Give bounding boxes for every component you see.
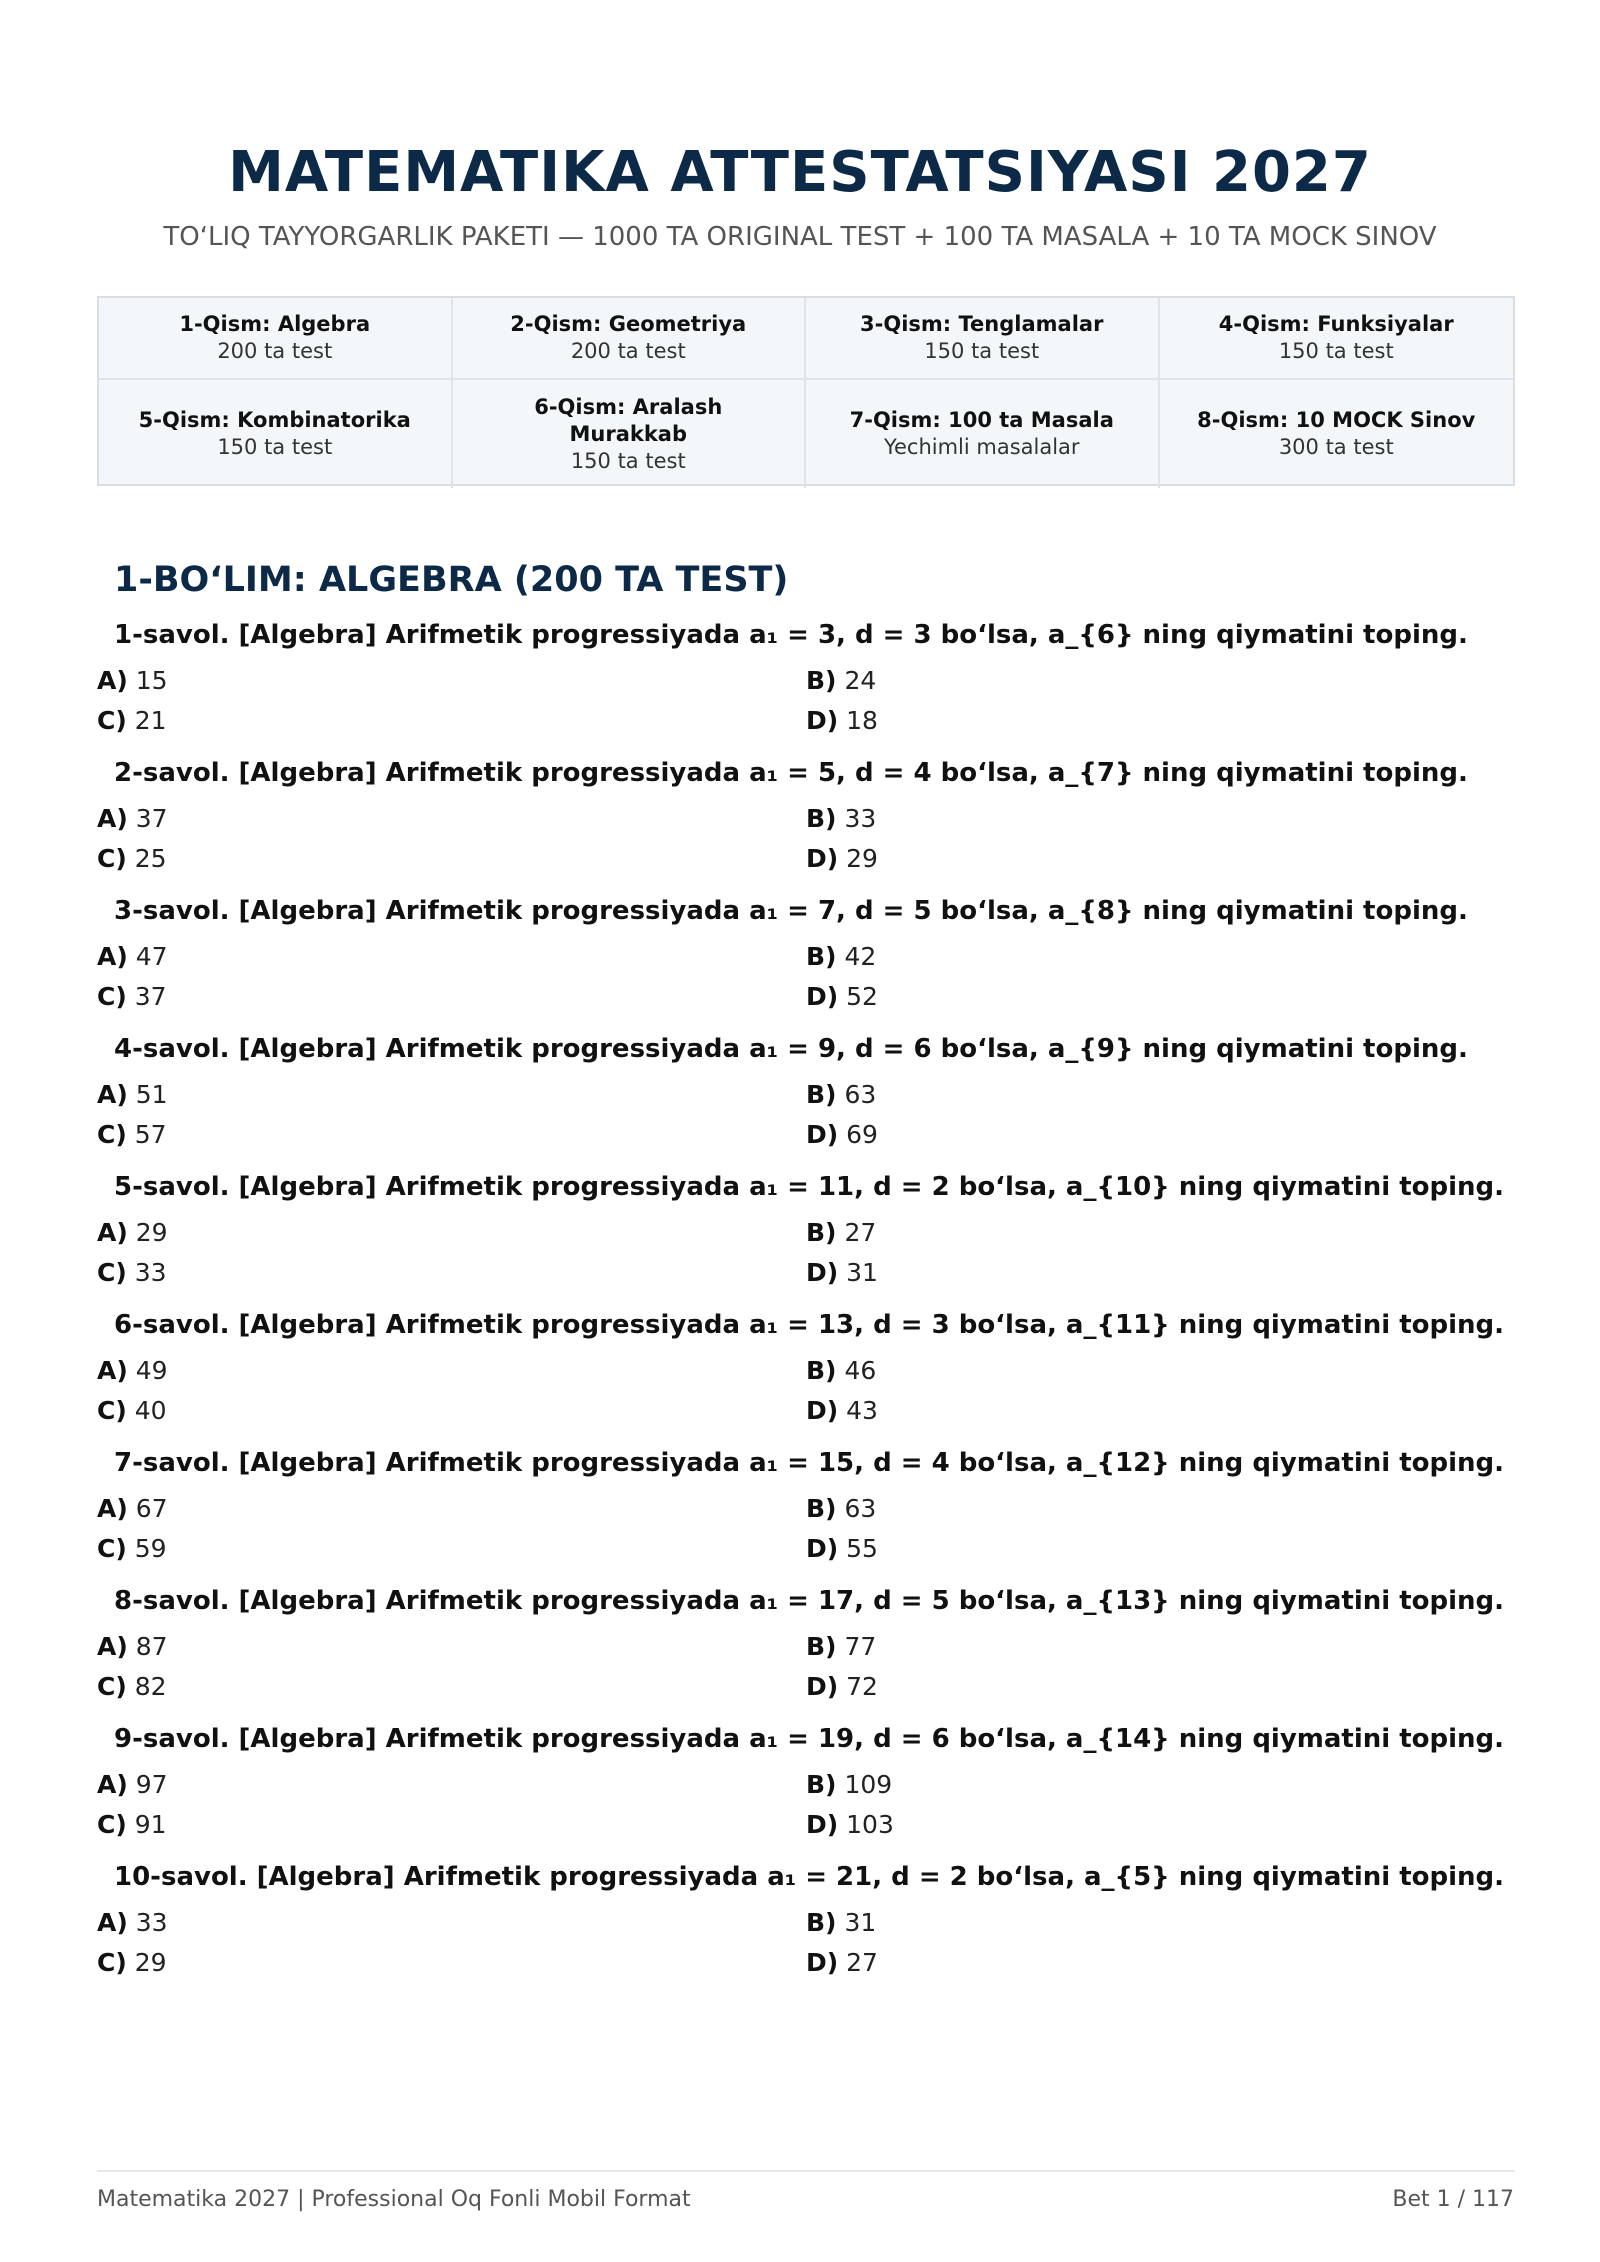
part-subtitle: 200 ta test	[570, 339, 686, 363]
part-title: 4-Qism: Funksiyalar	[1218, 312, 1454, 336]
question-text: 8-savol. [Algebra] Arifmetik progressiyada a₁ = 17, d = 5 bo‘lsa, a_{13} ning qiymatini toping.	[114, 1586, 1505, 1616]
option-a[interactable]	[97, 942, 168, 971]
option-value: 15	[135, 666, 168, 695]
option-value: 69	[846, 1120, 878, 1149]
option-value: 55	[846, 1534, 878, 1563]
option-letter: C)	[97, 1810, 127, 1839]
option-value: 59	[134, 1534, 167, 1563]
option-value: 82	[134, 1672, 167, 1701]
option-b[interactable]	[806, 1632, 876, 1661]
option-value: 27	[844, 1218, 877, 1247]
option-letter: A)	[97, 1218, 128, 1247]
option-value: 29	[134, 1948, 167, 1977]
page-number: Bet 1 / 117	[1392, 2187, 1514, 2212]
option-b[interactable]	[806, 804, 876, 833]
option-letter: A)	[97, 666, 128, 695]
part-cell-5	[99, 380, 453, 488]
option-value: 97	[135, 1770, 168, 1799]
option-letter: C)	[97, 706, 127, 735]
question-item	[0, 896, 1600, 1034]
option-b[interactable]	[806, 1908, 876, 1937]
question-item	[0, 1586, 1600, 1724]
option-letter: B)	[806, 1218, 837, 1247]
option-c[interactable]	[97, 1120, 167, 1149]
option-letter: C)	[97, 1534, 127, 1563]
option-letter: C)	[97, 1672, 127, 1701]
option-value: 46	[844, 1356, 877, 1385]
question-item	[0, 758, 1600, 896]
question-item	[0, 1172, 1600, 1310]
option-value: 29	[135, 1218, 168, 1247]
option-value: 33	[134, 1258, 167, 1287]
option-b[interactable]	[806, 1770, 892, 1799]
option-letter: A)	[97, 1770, 128, 1799]
question-item	[0, 1310, 1600, 1448]
option-value: 43	[846, 1396, 878, 1425]
option-value: 63	[844, 1494, 877, 1523]
option-value: 47	[135, 942, 168, 971]
parts-table	[97, 296, 1515, 486]
option-value: 109	[844, 1770, 893, 1799]
option-value: 37	[134, 982, 167, 1011]
option-value: 103	[846, 1810, 894, 1839]
part-title: 3-Qism: Tenglamalar	[860, 312, 1104, 336]
part-cell-1	[99, 298, 453, 380]
option-c[interactable]	[97, 1672, 167, 1701]
option-b[interactable]	[806, 666, 876, 695]
part-subtitle: 150 ta test	[1278, 339, 1394, 363]
option-value: 31	[846, 1258, 878, 1287]
option-value: 31	[844, 1908, 877, 1937]
option-letter: B)	[806, 1356, 837, 1385]
part-subtitle: 150 ta test	[924, 339, 1040, 363]
question-text: 6-savol. [Algebra] Arifmetik progressiyada a₁ = 13, d = 3 bo‘lsa, a_{11} ning qiymatini toping.	[114, 1310, 1505, 1340]
part-cell-7	[806, 380, 1160, 488]
option-d[interactable]	[806, 1810, 894, 1839]
option-value: 52	[846, 982, 878, 1011]
option-a[interactable]	[97, 1908, 168, 1937]
question-item	[0, 1034, 1600, 1172]
option-letter: B)	[806, 1494, 837, 1523]
part-subtitle: Yechimli masalalar	[883, 435, 1080, 459]
option-letter: B)	[806, 1632, 837, 1661]
question-item	[0, 620, 1600, 758]
option-value: 63	[844, 1080, 877, 1109]
option-letter: A)	[97, 1356, 128, 1385]
option-d[interactable]	[806, 844, 878, 873]
option-value: 25	[134, 844, 167, 873]
part-cell-3	[806, 298, 1160, 380]
option-letter: D)	[806, 1948, 839, 1977]
option-letter: D)	[806, 844, 839, 873]
option-value: 29	[846, 844, 878, 873]
option-letter: A)	[97, 1080, 128, 1109]
option-value: 67	[135, 1494, 168, 1523]
part-cell-8	[1160, 380, 1514, 488]
option-letter: A)	[97, 1908, 128, 1937]
option-a[interactable]	[97, 1356, 168, 1385]
option-value: 77	[844, 1632, 877, 1661]
option-d[interactable]	[806, 1258, 878, 1287]
option-letter: B)	[806, 942, 837, 971]
part-cell-6	[453, 380, 807, 488]
option-letter: D)	[806, 982, 839, 1011]
option-value: 33	[844, 804, 877, 833]
option-letter: D)	[806, 706, 839, 735]
option-a[interactable]	[97, 666, 168, 695]
option-value: 24	[844, 666, 877, 695]
option-letter: D)	[806, 1672, 839, 1701]
footer-divider	[97, 2170, 1515, 2172]
option-value: 33	[135, 1908, 168, 1937]
option-c[interactable]	[97, 1810, 167, 1839]
option-a[interactable]	[97, 1494, 168, 1523]
option-c[interactable]	[97, 1948, 167, 1977]
part-cell-2	[453, 298, 807, 380]
option-letter: A)	[97, 1632, 128, 1661]
option-c[interactable]	[97, 1396, 167, 1425]
option-value: 42	[844, 942, 877, 971]
question-item	[0, 1724, 1600, 1862]
document-subtitle: TO‘LIQ TAYYORGARLIK PAKETI — 1000 TA ORIGINAL TEST + 100 TA MASALA + 10 TA MOCK SINOV	[163, 222, 1437, 252]
option-a[interactable]	[97, 1218, 168, 1247]
part-subtitle: 150 ta test	[217, 435, 333, 459]
option-value: 27	[846, 1948, 878, 1977]
option-d[interactable]	[806, 1396, 878, 1425]
option-d[interactable]	[806, 706, 878, 735]
option-letter: A)	[97, 942, 128, 971]
option-c[interactable]	[97, 1258, 167, 1287]
option-letter: D)	[806, 1810, 839, 1839]
option-d[interactable]	[806, 1948, 878, 1977]
part-subtitle: 200 ta test	[217, 339, 333, 363]
option-c[interactable]	[97, 1534, 167, 1563]
option-letter: C)	[97, 982, 127, 1011]
option-value: 37	[135, 804, 168, 833]
option-a[interactable]	[97, 804, 168, 833]
question-text: 9-savol. [Algebra] Arifmetik progressiyada a₁ = 19, d = 6 bo‘lsa, a_{14} ning qiymatini toping.	[114, 1724, 1505, 1754]
option-letter: B)	[806, 1770, 837, 1799]
footer-caption: Matematika 2027 | Professional Oq Fonli Mobil Format	[97, 2187, 691, 2212]
option-letter: D)	[806, 1120, 839, 1149]
question-text: 10-savol. [Algebra] Arifmetik progressiyada a₁ = 21, d = 2 bo‘lsa, a_{5} ning qiymatini toping.	[114, 1862, 1505, 1892]
section-title: 1-BO‘LIM: ALGEBRA (200 TA TEST)	[114, 560, 789, 600]
option-letter: B)	[806, 804, 837, 833]
option-letter: B)	[806, 1080, 837, 1109]
question-item	[0, 1862, 1600, 2000]
option-value: 40	[134, 1396, 167, 1425]
question-text: 2-savol. [Algebra] Arifmetik progressiyada a₁ = 5, d = 4 bo‘lsa, a_{7} ning qiymatini toping.	[114, 758, 1468, 788]
option-letter: C)	[97, 1258, 127, 1287]
option-b[interactable]	[806, 1218, 876, 1247]
document-title: MATEMATIKA ATTESTATSIYASI 2027	[228, 140, 1372, 205]
option-value: 49	[135, 1356, 168, 1385]
option-letter: C)	[97, 1396, 127, 1425]
question-text: 3-savol. [Algebra] Arifmetik progressiyada a₁ = 7, d = 5 bo‘lsa, a_{8} ning qiymatini toping.	[114, 896, 1468, 926]
part-title: 7-Qism: 100 ta Masala	[849, 408, 1114, 432]
option-letter: A)	[97, 804, 128, 833]
part-title: 1-Qism: Algebra	[179, 312, 371, 336]
part-subtitle: 300 ta test	[1278, 435, 1394, 459]
option-value: 21	[134, 706, 167, 735]
option-b[interactable]	[806, 942, 876, 971]
part-title: 8-Qism: 10 MOCK Sinov	[1197, 408, 1476, 432]
option-letter: C)	[97, 844, 127, 873]
option-letter: B)	[806, 666, 837, 695]
part-cell-4	[1160, 298, 1514, 380]
option-d[interactable]	[806, 1120, 878, 1149]
option-a[interactable]	[97, 1080, 168, 1109]
option-b[interactable]	[806, 1494, 876, 1523]
option-d[interactable]	[806, 982, 878, 1011]
question-text: 1-savol. [Algebra] Arifmetik progressiyada a₁ = 3, d = 3 bo‘lsa, a_{6} ning qiymatini toping.	[114, 620, 1468, 650]
option-value: 57	[134, 1120, 167, 1149]
option-letter: C)	[97, 1948, 127, 1977]
option-value: 18	[846, 706, 878, 735]
option-a[interactable]	[97, 1770, 168, 1799]
option-value: 72	[846, 1672, 878, 1701]
option-letter: D)	[806, 1396, 839, 1425]
option-b[interactable]	[806, 1356, 876, 1385]
option-value: 87	[135, 1632, 168, 1661]
question-text: 5-savol. [Algebra] Arifmetik progressiyada a₁ = 11, d = 2 bo‘lsa, a_{10} ning qiymatini toping.	[114, 1172, 1505, 1202]
option-letter: B)	[806, 1908, 837, 1937]
option-letter: D)	[806, 1258, 839, 1287]
option-letter: D)	[806, 1534, 839, 1563]
option-d[interactable]	[806, 1534, 878, 1563]
option-letter: C)	[97, 1120, 127, 1149]
option-letter: A)	[97, 1494, 128, 1523]
option-c[interactable]	[97, 982, 167, 1011]
option-c[interactable]	[97, 706, 167, 735]
part-subtitle: 150 ta test	[570, 448, 686, 473]
option-value: 51	[135, 1080, 168, 1109]
part-title: 2-Qism: Geometriya	[510, 312, 747, 336]
question-item	[0, 1448, 1600, 1586]
option-b[interactable]	[806, 1080, 876, 1109]
question-text: 4-savol. [Algebra] Arifmetik progressiyada a₁ = 9, d = 6 bo‘lsa, a_{9} ning qiymatini toping.	[114, 1034, 1468, 1064]
option-c[interactable]	[97, 844, 167, 873]
part-title: 6-Qism: Aralash Murakkab	[534, 394, 723, 446]
question-text: 7-savol. [Algebra] Arifmetik progressiyada a₁ = 15, d = 4 bo‘lsa, a_{12} ning qiymatini toping.	[114, 1448, 1505, 1478]
option-value: 91	[134, 1810, 167, 1839]
part-title: 5-Qism: Kombinatorika	[138, 408, 411, 432]
option-a[interactable]	[97, 1632, 168, 1661]
option-d[interactable]	[806, 1672, 878, 1701]
